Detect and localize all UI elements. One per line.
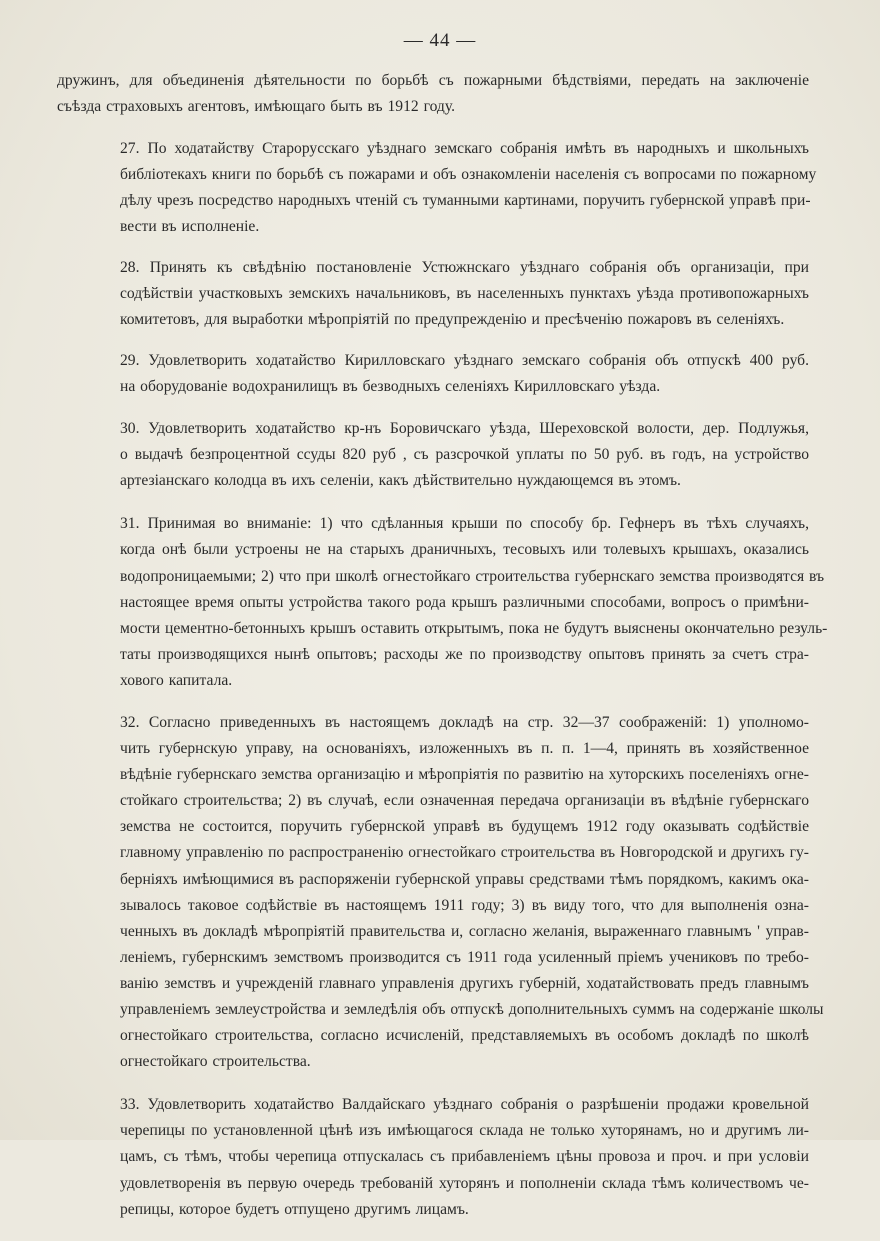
paragraph-continuation: [57, 68, 809, 120]
page-number: — 44 —: [403, 30, 477, 51]
text-line: удовлетворенія въ первую очередь требованій хуторянъ и пополненіи склада тѣмъ количествомъ че-: [120, 1174, 809, 1192]
text-line: содѣйствіи участковыхъ земскихъ начальниковъ, въ населенныхъ пунктахъ уѣзда противопожарныхъ: [120, 284, 809, 302]
paragraph-item-27: [57, 136, 817, 240]
text-line: 33. Удовлетворить ходатайство Валдайскаго уѣзднаго собранія о разрѣшеніи продажи кровельной: [120, 1096, 809, 1114]
text-line: огнестойкаго строительства, согласно исчисленій, представляемыхъ въ особомъ докладѣ по школѣ: [120, 1027, 809, 1045]
text-line: репицы, которое будетъ отпущено другимъ лицамъ.: [120, 1200, 469, 1218]
text-line: 27. По ходатайству Старорусскаго уѣзднаго земскаго собранія имѣть въ народныхъ и школьныхъ: [120, 140, 809, 158]
text-line: артезіанскаго колодца въ ихъ селеніи, какъ дѣйствительно нуждающемся въ этомъ.: [120, 472, 681, 490]
text-line: 29. Удовлетворить ходатайство Кирилловскаго уѣзднаго земскаго собранія объ отпускѣ 400 руб.: [120, 351, 809, 369]
text-line: чить губернскую управу, на основаніяхъ, изложенныхъ въ п. п. 1—4, принять въ хозяйственное: [120, 740, 809, 758]
text-line: управленіемъ землеустройства и земледѣлія объ отпускѣ дополнительныхъ суммъ на содержаніе школы: [120, 1001, 824, 1018]
text-line: ванію земствъ и учрежденій главнаго управленія другихъ губерній, ходатайствовать предъ главнымъ: [120, 974, 809, 992]
paragraph-item-32: [57, 710, 824, 1075]
text-line: огнестойкаго строительства.: [120, 1053, 311, 1071]
text-line: 30. Удовлетворить ходатайство кр-нъ Боровичскаго уѣзда, Шереховской волости, дер. Подлужья,: [120, 420, 809, 438]
text-line: 28. Принять къ свѣдѣнію постановленіе Устюжнскаго уѣзднаго собранія объ организаціи, при: [120, 258, 809, 276]
text-line: хового капитала.: [120, 671, 233, 689]
text-line: черепицы по установленной цѣнѣ изъ имѣющагося склада не только хуторянамъ, но и другимъ ли-: [120, 1122, 809, 1140]
text-line: съѣзда страховыхъ агентовъ, имѣющаго быть въ 1912 году.: [57, 98, 455, 116]
text-line: мости цементно-бетонныхъ крышъ оставить открытымъ, пока не будутъ выяснены окончательно резуль-: [120, 619, 828, 637]
text-line: 31. Принимая во вниманіе: 1) что сдѣланныя крыши по способу бр. Гефнеръ въ тѣхъ случаяхъ,: [120, 515, 809, 533]
text-line: зывалось таковое содѣйствіе въ настоящемъ 1911 году; 3) въ виду того, что для выполненія озна-: [120, 896, 809, 914]
text-line: водопроницаемыми; 2) что при школѣ огнестойкаго строительства губернскаго земства производятся въ: [120, 567, 825, 585]
text-line: вести въ исполненіе.: [120, 218, 260, 236]
paragraph-item-30: [57, 416, 809, 494]
text-line: дѣлу чрезъ посредство народныхъ чтеній съ туманными картинами, поручить губернской управѣ при-: [120, 192, 811, 210]
paragraph-item-29: [57, 348, 809, 400]
text-body: [57, 68, 828, 1241]
text-line: о выдачѣ безпроцентной ссуды 820 руб , съ разсрочкой уплаты по 50 руб. въ годъ, на устройство: [120, 446, 809, 464]
text-line: комитетовъ, для выработки мѣропріятій по предупрежденію и пресѣченію пожаровъ въ селеніяхъ.: [120, 310, 785, 328]
text-line: на оборудованіе водохранилищъ въ безводныхъ селеніяхъ Кирилловскаго уѣзда.: [120, 377, 661, 395]
text-line: земства не состоится, поручить губернской управѣ въ будущемъ 1912 году оказывать содѣйствіе: [120, 818, 809, 836]
text-line: стойкаго строительства; 2) въ случаѣ, если означенная передача организаціи въ вѣдѣніе губернскаго: [120, 792, 809, 810]
paragraph-item-33: [57, 1092, 809, 1222]
text-line: таты производящихся нынѣ опытовъ; расходы же по производству опытовъ принять за счетъ стра-: [120, 645, 809, 663]
text-line: библіотекахъ книги по борьбѣ съ пожарами и объ ознакомленіи населенія съ вопросами по пожарному: [120, 166, 817, 184]
paragraph-item-31: [57, 511, 828, 694]
text-line: 32. Согласно приведенныхъ въ настоящемъ докладѣ на стр. 32—37 соображеній: 1) уполномо-: [120, 713, 809, 731]
text-line: берніяхъ имѣющимися въ распоряженіи губернской управы средствами тѣмъ порядкомъ, какимъ ока-: [120, 870, 809, 888]
text-line: настоящее время опыты устройства такого рода крышъ различными способами, вопросъ о примѣни-: [120, 593, 809, 611]
text-line: леніемъ, губернскимъ земствомъ производится съ 1911 года усиленный пріемъ учениковъ по требо-: [120, 948, 809, 966]
text-line: вѣдѣніе губернскаго земства организацію и мѣропріятія по развитію на хуторскихъ поселеніяхъ огне-: [120, 766, 809, 784]
text-line: дружинъ, для объединенія дѣятельности по борьбѣ съ пожарными бѣдствіями, передать на заключеніе: [57, 72, 809, 89]
text-line: главному управленію по распространенію огнестойкаго строительства въ Новгородской и другихъ гу-: [120, 844, 809, 862]
paragraph-item-28: [57, 255, 809, 333]
text-line: цамъ, съ тѣмъ, чтобы черепица отпускалась съ прибавленіемъ цѣны провоза и проч. и при условіи: [120, 1148, 809, 1166]
text-line: когда онѣ были устроены не на старыхъ драничныхъ, тесовыхъ или толевыхъ крышахъ, оказались: [120, 541, 809, 559]
text-line: ченныхъ въ докладѣ мѣропріятій правительства и, согласно желанія, выраженнаго главнымъ ' управ-: [120, 922, 809, 940]
